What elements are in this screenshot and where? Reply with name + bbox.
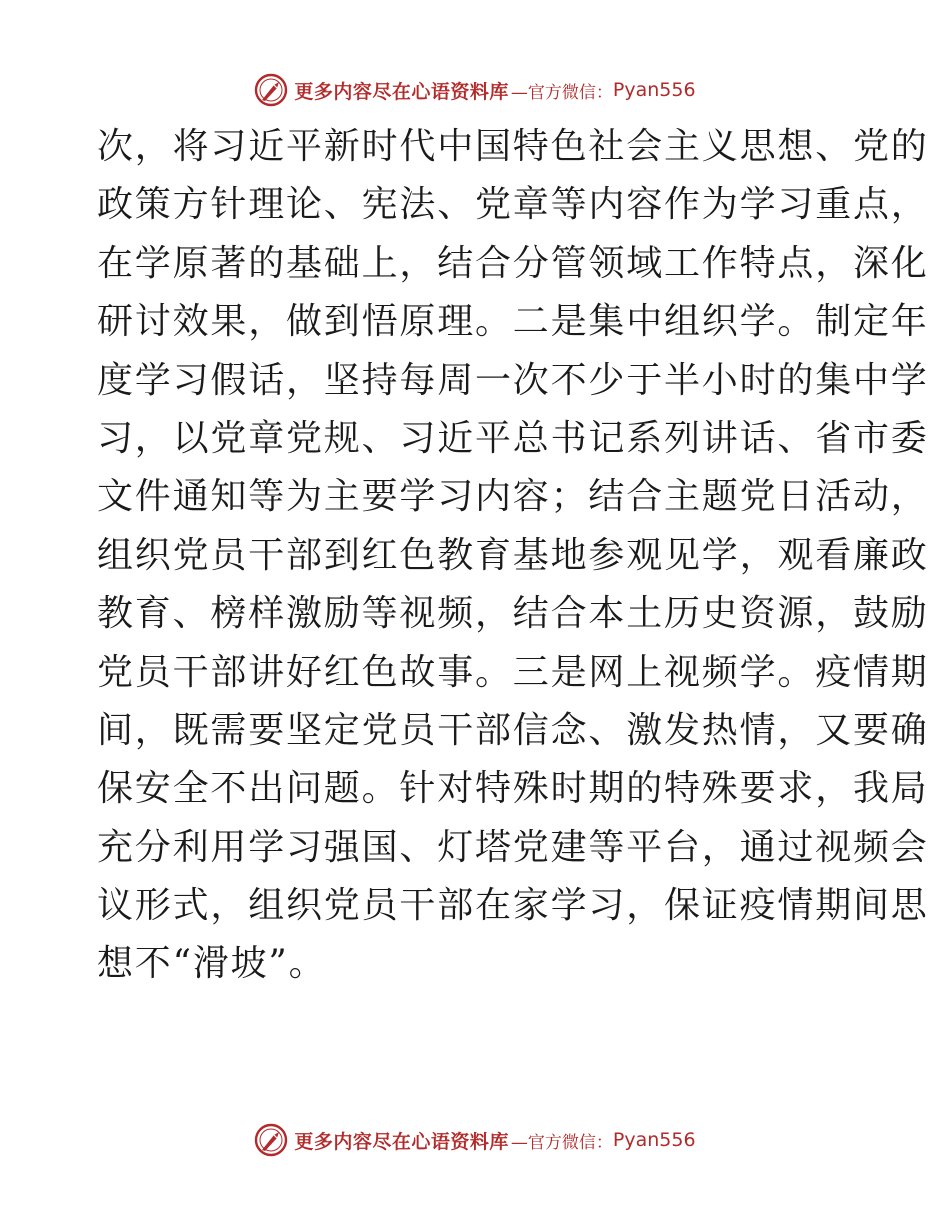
text-line: 教育、榜样激励等视频，结合本土历史资源，鼓励 [97, 593, 929, 635]
text-line: 充分利用学习强国、灯塔党建等平台，通过视频会 [97, 826, 929, 868]
text-line: 组织党员干部到红色教育基地参观见学，观看廉政 [97, 534, 929, 576]
header-watermark [0, 70, 950, 110]
watermark-account: Pyan556 [612, 1129, 696, 1151]
watermark-separator: —官方微信： [510, 1132, 613, 1153]
text-line: 议形式，组织党员干部在家学习，保证疫情期间思 [97, 885, 929, 927]
footer-watermark [0, 1120, 950, 1160]
text-line: 习，以党章党规、习近平总书记系列讲话、省市委 [97, 417, 929, 459]
text-line: 间，既需要坚定党员干部信念、激发热情，又要确 [97, 709, 929, 751]
text-line: 次，将习近平新时代中国特色社会主义思想、党的 [97, 126, 929, 167]
text-line: 文件通知等为主要学习内容；结合主题党日活动， [97, 476, 929, 518]
text-line: 想不“滑坡”。 [97, 943, 327, 985]
watermark-account: Pyan556 [612, 79, 696, 101]
text-line: 政策方针理论、宪法、党章等内容作为学习重点， [97, 184, 929, 226]
text-line: 度学习假话，坚持每周一次不少于半小时的集中学 [97, 359, 929, 401]
text-line: 保安全不出问题。针对特殊时期的特殊要求，我局 [97, 768, 929, 810]
text-line: 研讨效果，做到悟原理。二是集中组织学。制定年 [97, 301, 929, 343]
text-line: 在学原著的基础上，结合分管领域工作特点，深化 [97, 242, 929, 284]
document-body [97, 118, 929, 994]
text-line: 党员干部讲好红色故事。三是网上视频学。疫情期 [97, 651, 929, 693]
pen-nib-logo-icon [254, 1123, 288, 1157]
watermark-title: 更多内容尽在心语资料库 [294, 1130, 509, 1153]
watermark-title: 更多内容尽在心语资料库 [294, 80, 509, 103]
pen-nib-logo-icon [254, 73, 288, 107]
watermark-separator: —官方微信： [510, 82, 613, 103]
